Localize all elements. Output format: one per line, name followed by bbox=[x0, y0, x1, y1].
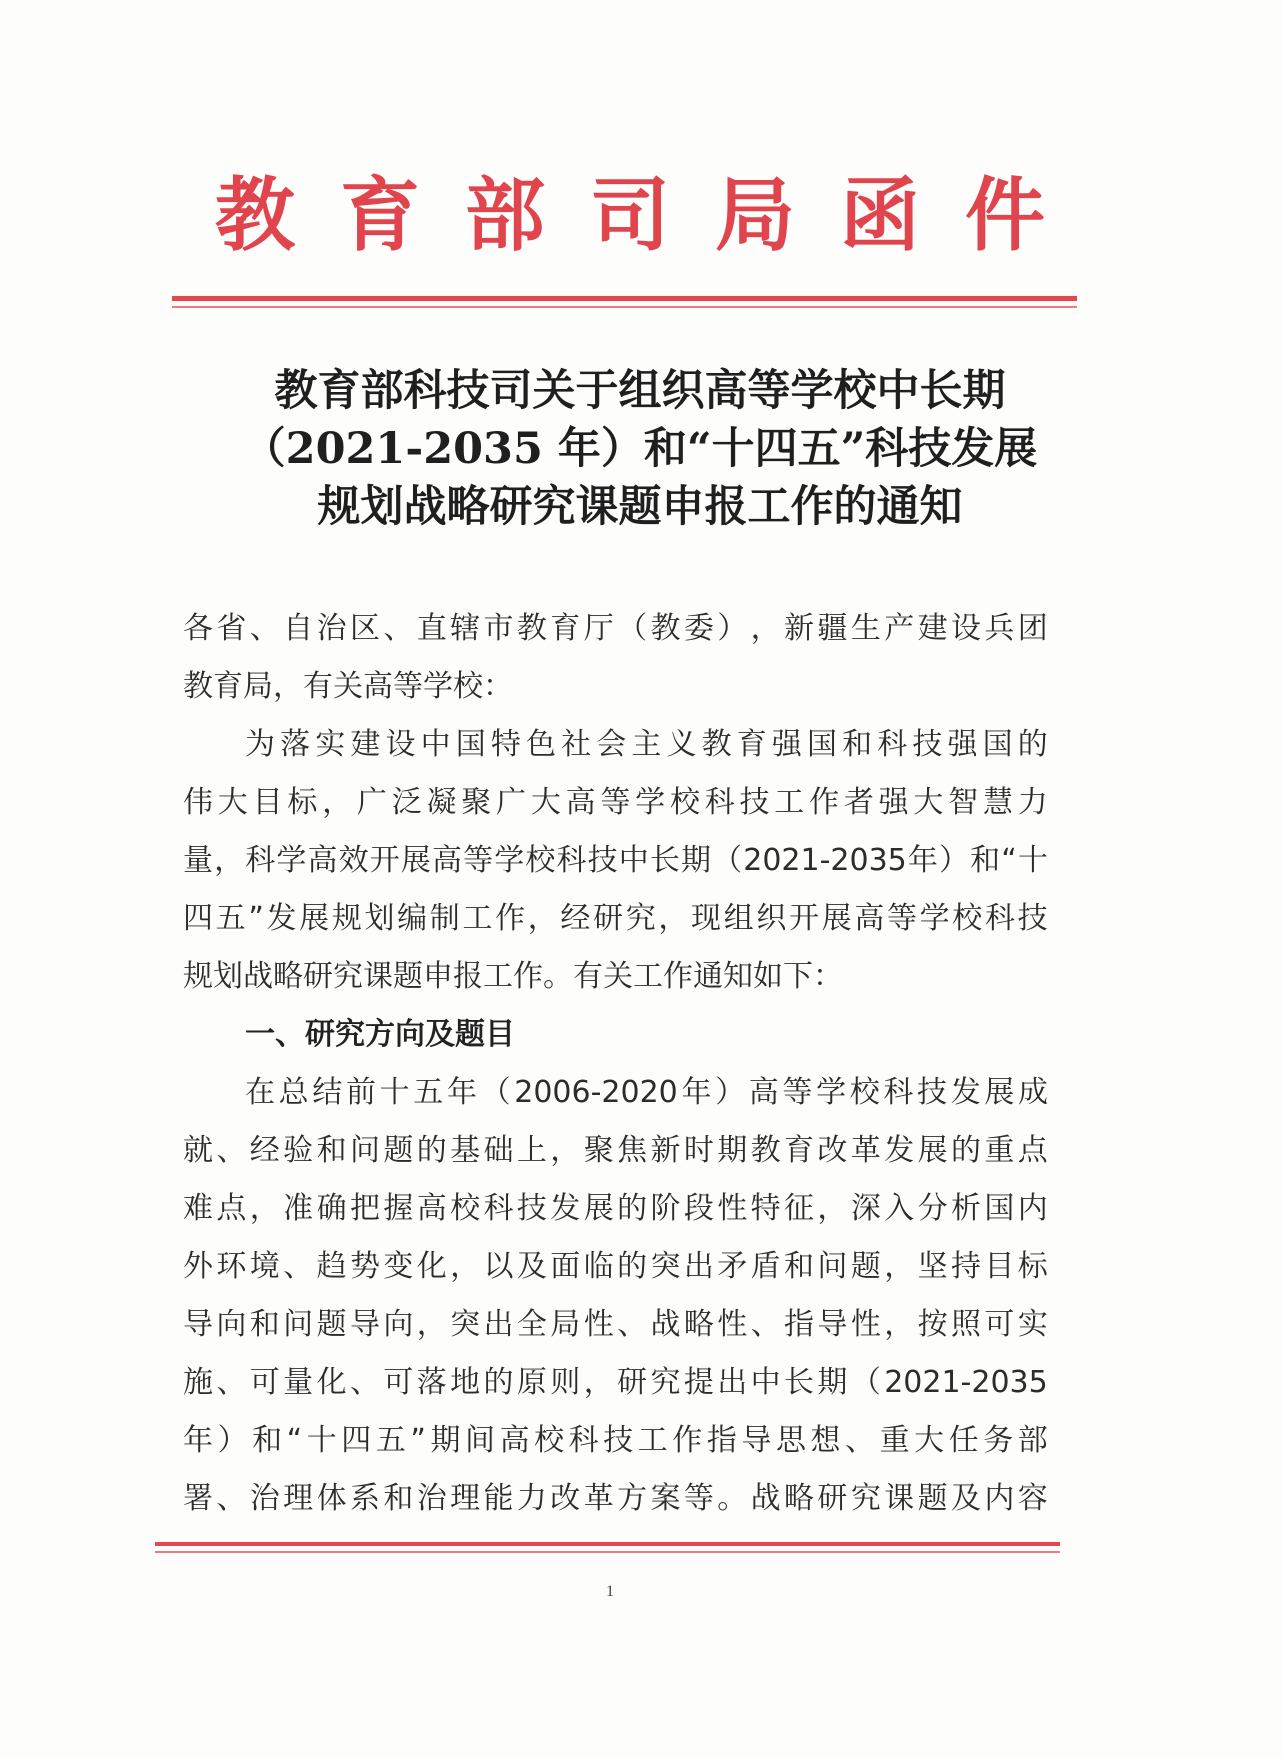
body-line: 导 向 和 问 题 导 向 ， 突 出 全 局 性 、 战 略 性 、 指 导 性 ， 按 照 可 实 bbox=[183, 1307, 1048, 1342]
body-line: 署 、 治 理 体 系 和 治 理 能 力 改 革 方 案 等 。 战 略 研 究 课 题 及 内 容 bbox=[183, 1481, 1048, 1516]
body-line: 教育局，有关高等学校： bbox=[183, 669, 513, 704]
body-line: 规划战略研究课题申报工作。有关工作通知如下： bbox=[183, 959, 843, 994]
body-line: 施 、 可 量 化 、 可 落 地 的 原 则 ， 研 究 提 出 中 长 期 （ 2021-2035 bbox=[183, 1365, 1048, 1400]
body-line: 伟 大 目 标 ， 广 泛 凝 聚 广 大 高 等 学 校 科 技 工 作 者 强 大 智 慧 力 bbox=[183, 785, 1048, 820]
footer-divider-thin bbox=[155, 1551, 1060, 1553]
body-line: 各 省 、 自 治 区 、 直 辖 市 教 育 厅 （ 教 委 ） ， 新 疆 生 产 建 设 兵 团 bbox=[183, 611, 1048, 646]
page-number: 1 bbox=[606, 1583, 614, 1600]
letterhead-divider-thin bbox=[172, 306, 1077, 308]
body-line: 就 、 经 验 和 问 题 的 基 础 上 ， 聚 焦 新 时 期 教 育 改 革 发 展 的 重 点 bbox=[183, 1133, 1048, 1168]
letterhead-char: 局 bbox=[715, 168, 795, 262]
letterhead-char: 函 bbox=[840, 168, 920, 262]
letterhead-divider-thick bbox=[172, 296, 1077, 301]
section-heading: 一、研究方向及题目 bbox=[245, 1017, 515, 1052]
body-line: 外 环 境 、 趋 势 变 化 ， 以 及 面 临 的 突 出 矛 盾 和 问 题 ， 坚 持 目 标 bbox=[183, 1249, 1048, 1284]
body-line: 四 五 ” 发 展 规 划 编 制 工 作 ， 经 研 究 ， 现 组 织 开 展 高 等 学 校 科 技 bbox=[183, 901, 1048, 936]
body-line: 难 点 ， 准 确 把 握 高 校 科 技 发 展 的 阶 段 性 特 征 ， 深 入 分 析 国 内 bbox=[183, 1191, 1048, 1226]
title-line: 教育部科技司关于组织高等学校中长期 bbox=[274, 366, 1006, 416]
body-line: 量 ， 科 学 高 效 开 展 高 等 学 校 科 技 中 长 期 （ 2021-2035 年 ） 和 “ 十 bbox=[183, 843, 1048, 878]
letterhead bbox=[215, 165, 1045, 265]
title-line: 规划战略研究课题申报工作的通知 bbox=[317, 482, 963, 532]
footer-divider-thick bbox=[155, 1542, 1060, 1546]
letterhead-char: 教 bbox=[215, 168, 295, 262]
letterhead-char: 件 bbox=[965, 168, 1045, 262]
body-line: 在 总 结 前 十 五 年 （ 2006-2020 年 ） 高 等 学 校 科 技 发 展 成 bbox=[245, 1075, 1048, 1110]
document-title bbox=[170, 362, 1110, 536]
document-body bbox=[183, 600, 1048, 1528]
letterhead-char: 司 bbox=[590, 168, 670, 262]
body-line: 为 落 实 建 设 中 国 特 色 社 会 主 义 教 育 强 国 和 科 技 强 国 的 bbox=[245, 727, 1048, 762]
letterhead-char: 部 bbox=[465, 168, 545, 262]
title-line: （2021-2035 年）和“十四五”科技发展 bbox=[242, 424, 1038, 474]
body-line: 年 ） 和 “ 十 四 五 ” 期 间 高 校 科 技 工 作 指 导 思 想 、 重 大 任 务 部 bbox=[183, 1423, 1048, 1458]
letterhead-char: 育 bbox=[340, 168, 420, 262]
